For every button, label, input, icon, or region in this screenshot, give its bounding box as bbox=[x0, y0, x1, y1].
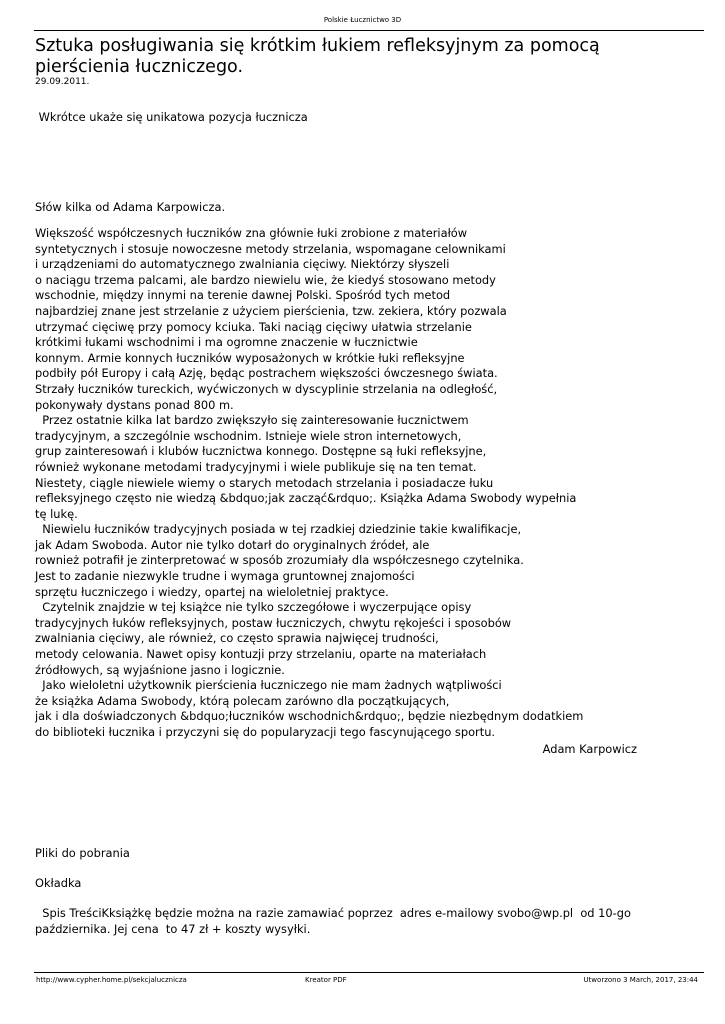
body-line: o naciągu trzema palcami, ale bardzo niewielu wie, że kiedyś stosowano metody bbox=[35, 272, 496, 287]
body-line: jak Adam Swoboda. Autor nie tylko dotarł do oryginalnych źródeł, ale bbox=[35, 537, 430, 552]
body-line: Jako wieloletni użytkownik pierścienia łuczniczego nie mam żadnych wątpliwości bbox=[35, 678, 502, 693]
body-line: Większość współczesnych łuczników zna głównie łuki zrobione z materiałów bbox=[35, 226, 468, 240]
body-line: tradycyjnych łuków refleksyjnych, postaw łuczniczych, chwytu rękojeści i sposobów bbox=[35, 615, 512, 630]
article-body bbox=[35, 226, 583, 741]
body-line: konnym. Armie konnych łuczników wyposażonych w krótkie łuki refleksyjne bbox=[35, 350, 465, 365]
order-info bbox=[35, 906, 631, 937]
downloads-label: Pliki do pobrania bbox=[35, 846, 130, 860]
body-line: Jest to zadanie niezwykle trudne i wymaga gruntownej znajomości bbox=[35, 569, 415, 584]
body-line: że książka Adama Swobody, którą polecam zarówno dla początkujących, bbox=[35, 693, 450, 708]
footer-url[interactable]: http://www.cypher.home.pl/sekcjalucznicza bbox=[36, 976, 187, 984]
cover-label: Okładka bbox=[35, 876, 82, 890]
page-header-text: Polskie Łucznictwo 3D bbox=[323, 16, 402, 24]
order-line: października. Jej cena to 47 zł + koszty wysyłki. bbox=[35, 921, 311, 936]
body-line: również wykonane metodami tradycyjnymi i wiele publikuje się na ten temat. bbox=[35, 459, 477, 474]
body-line: Czytelnik znajdzie w tej książce nie tylko szczegółowe i wyczerpujące opisy bbox=[35, 600, 472, 615]
body-line: rownież potrafił je zinterpretować w sposób zrozumiały dla współczesnego czytelnika. bbox=[35, 553, 524, 568]
body-line: refleksyjnego często nie wiedzą &bdquo;jak zacząć&rdquo;. Książka Adama Swobody wypełnia bbox=[35, 491, 577, 506]
body-line: do biblioteki łucznika i przyczyni się do popularyzacji tego fascynującego sportu. bbox=[35, 725, 496, 739]
body-line: Niestety, ciągle niewiele wiemy o starych metodach strzelania i posiadacze łuku bbox=[35, 475, 494, 490]
body-line: sprzętu łuczniczego i wiedzy, opartej na wieloletniej praktyce. bbox=[35, 584, 389, 599]
body-line: pokonywały dystans ponad 800 m. bbox=[35, 397, 234, 412]
body-line: Przez ostatnie kilka lat bardzo zwiększyło się zainteresowanie łucznictwem bbox=[35, 413, 469, 428]
body-line: utrzymać cięciwę przy pomocy kciuka. Taki naciąg cięciwy ułatwia strzelanie bbox=[35, 319, 472, 334]
footer-rule bbox=[34, 972, 704, 973]
body-line: grup zainteresowań i klubów łucznictwa konnego. Dostępne są łuki refleksyjne, bbox=[35, 444, 487, 459]
article-title: Sztuka posługiwania się krótkim łukiem refleksyjnym za pomocą pierścienia łuczniczego. bbox=[35, 36, 600, 77]
body-line: źródłowych, są wyjaśnione jasno i logicznie. bbox=[35, 662, 285, 677]
body-line: metody celowania. Nawet opisy kontuzji przy strzelaniu, oparte na materiałach bbox=[35, 647, 487, 662]
body-line: tę lukę. bbox=[35, 506, 78, 521]
body-line: najbardziej znane jest strzelanie z użyciem pierścienia, tzw. zekiera, który pozwala bbox=[35, 303, 507, 318]
footer-generator: Kreator PDF bbox=[305, 976, 347, 984]
body-line: tradycyjnym, a szczególnie wschodnim. Istnieje wiele stron internetowych, bbox=[35, 428, 462, 443]
section-heading: Słów kilka od Adama Karpowicza. bbox=[35, 200, 226, 214]
body-line: zwalniania cięciwy, ale również, co często sprawia najwięcej trudności, bbox=[35, 631, 439, 646]
body-line: Niewielu łuczników tradycyjnych posiada w tej rzadkiej dziedzinie takie kwalifikacje, bbox=[35, 522, 522, 537]
body-line: syntetycznych i stosuje nowoczesne metody strzelania, wspomagane celownikami bbox=[35, 241, 506, 256]
body-line: jak i dla doświadczonych &bdquo;łuczników wschodnich&rdquo;, będzie niezbędnym dodatkiem bbox=[35, 709, 584, 724]
footer-created: Utworzono 3 March, 2017, 23:44 bbox=[583, 976, 698, 984]
body-line: Strzały łuczników tureckich, wyćwiczonych w dyscyplinie strzelania na odległość, bbox=[35, 381, 498, 396]
article-date: 29.09.2011. bbox=[35, 77, 90, 87]
body-line: wschodnie, między innymi na terenie dawnej Polski. Spośród tych metod bbox=[35, 288, 451, 303]
body-line: krótkimi łukami wschodnimi i ma ogromne znaczenie w łucznictwie bbox=[35, 335, 418, 350]
header-rule bbox=[34, 30, 704, 31]
body-line: podbiły pół Europy i całą Azję, będąc postrachem większości ówczesnego świata. bbox=[35, 366, 498, 381]
body-line: i urządzeniami do automatycznego zwalniania cięciwy. Niektórzy słyszeli bbox=[35, 257, 450, 272]
signature: Adam Karpowicz bbox=[542, 742, 637, 756]
intro-text: Wkrótce ukaże się unikatowa pozycja łucznicza bbox=[35, 110, 308, 124]
order-line: Spis TreściKksiążkę będzie można na razie zamawiać poprzez adres e-mailowy svobo@wp.pl od 10-go bbox=[35, 906, 631, 920]
